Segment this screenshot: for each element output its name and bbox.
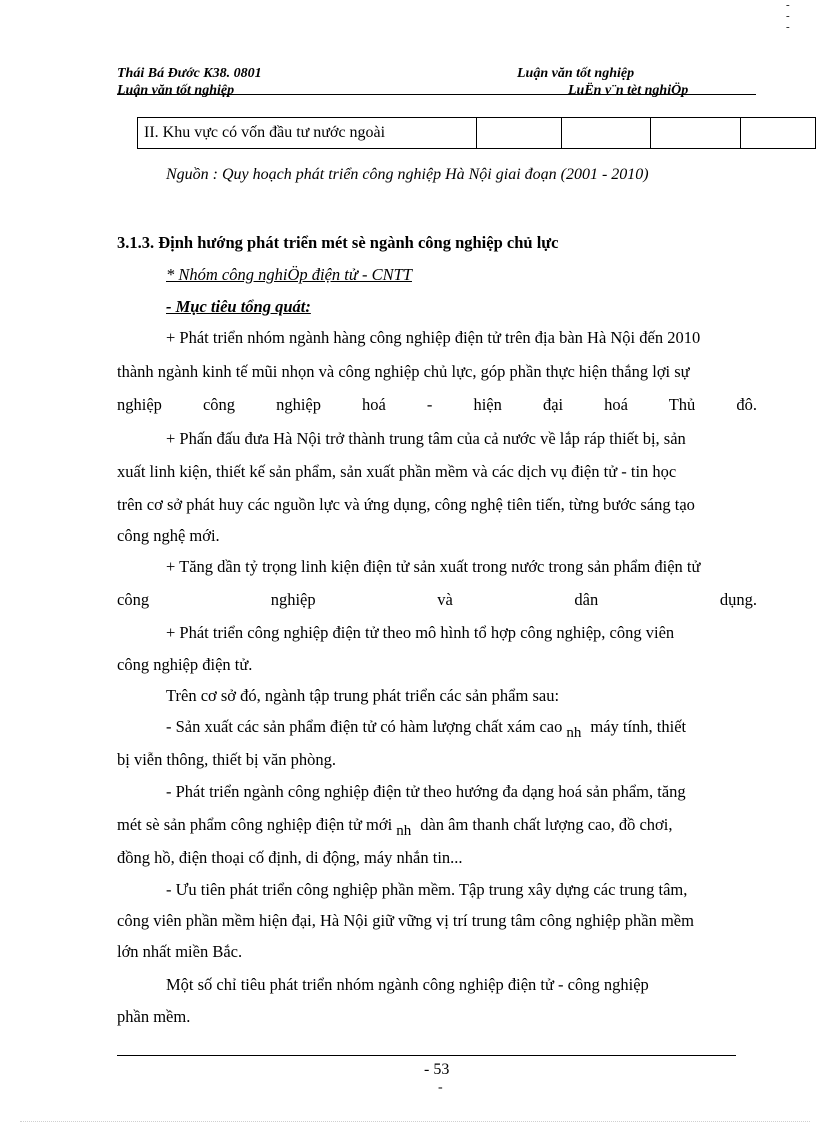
corner-mark: - - - [786,0,790,33]
paragraph-line: lớn nhất miền Bắc. [117,942,243,961]
subscript-abbrev: nh [396,823,412,839]
header-title-garbled: LuËn v¨n tèt nghiÖp [568,83,689,98]
table-cell [651,118,741,149]
paragraph-line [166,717,687,741]
paragraph-line: + Phấn đấu đưa Hà Nội trở thành trung tâm của cả nước về lắp ráp thiết bị, sản [166,429,686,448]
section-heading: 3.1.3. Định hướng phát triển mét sè ngành công nghiệp chủ lực [117,233,559,252]
page-bottom-dotted-rule [20,1121,810,1122]
paragraph-line: + Phát triển nhóm ngành hàng công nghiệp điện tử trên địa bàn Hà Nội đến 2010 [166,328,701,347]
paragraph-line: công nghiệp điện tử. [117,655,253,674]
paragraph-line: thành ngành kinh tế mũi nhọn và công nghiệp chủ lực, góp phần thực hiện thắng lợi sự [117,362,690,381]
paragraph-line: - Phát triển ngành công nghiệp điện tử theo hướng đa dạng hoá sản phẩm, tăng [166,782,686,801]
header-author: Thái Bá Đước K38. 0801 [117,66,262,81]
paragraph-line: phần mềm. [117,1007,191,1026]
paragraph-line: Một số chỉ tiêu phát triển nhóm ngành công nghiệp điện tử - công nghiệp [166,975,649,994]
page-number: - 53 [424,1061,450,1078]
text-run: mét sè sản phẩm công nghiệp điện tử mới [117,815,393,834]
page-number-dash: - [438,1080,443,1095]
paragraph-line: + Tăng dần tỷ trọng linh kiện điện tử sản xuất trong nước trong sản phẩm điện tử [166,557,701,576]
paragraph-line: nghiệp công nghiệp hoá - hiện đại hoá Thủ đô. [117,395,757,414]
paragraph-line: + Phát triển công nghiệp điện tử theo mô hình tổ hợp công nghiệp, công viên [166,623,675,642]
table-cell [740,118,815,149]
paragraph-line [117,815,673,839]
paragraph-line: trên cơ sở phát huy các nguồn lực và ứng dụng, công nghệ tiên tiến, từng bước sáng tạo [117,495,695,514]
table-cell-label: II. Khu vực có vốn đầu tư nước ngoài [138,118,477,149]
paragraph-line: bị viễn thông, thiết bị văn phòng. [117,750,337,769]
paragraph-line: đồng hồ, điện thoại cố định, di động, máy nhắn tin... [117,848,463,867]
table-row [138,118,816,149]
table-cell [476,118,562,149]
paragraph-line: - Ưu tiên phát triển công nghiệp phần mềm. Tập trung xây dựng các trung tâm, [166,880,688,899]
footer-rule [117,1055,736,1056]
header-title: Luận văn tốt nghiệp [517,66,635,81]
group-subheading: * Nhóm công nghiÖp điện tử - CNTT [166,265,412,284]
paragraph-line: xuất linh kiện, thiết kế sản phẩm, sản xuất phần mềm và các dịch vụ điện tử - tin học [117,462,677,481]
table-cell [562,118,651,149]
paragraph-line: Trên cơ sở đó, ngành tập trung phát triển các sản phẩm sau: [166,686,560,705]
header-rule [117,94,756,95]
text-run: dàn âm thanh chất lượng cao, đồ chơi, [420,815,673,834]
objective-heading: - Mục tiêu tổng quát: [166,297,311,316]
investment-table [137,117,816,149]
source-note: Nguồn : Quy hoạch phát triển công nghiệp Hà Nội giai đoạn (2001 - 2010) [166,166,649,183]
paragraph-line: công nghệ mới. [117,526,220,545]
paragraph-line: công viên phần mềm hiện đại, Hà Nội giữ vững vị trí trung tâm công nghiệp phần mềm [117,911,694,930]
text-run: - Sản xuất các sản phẩm điện tử có hàm lượng chất xám cao [166,717,563,736]
header-title-secondary: Luận văn tốt nghiệp [117,83,235,98]
subscript-abbrev: nh [566,725,582,741]
paragraph-line: công nghiệp và dân dụng. [117,590,757,609]
text-run: máy tính, thiết [590,717,687,736]
